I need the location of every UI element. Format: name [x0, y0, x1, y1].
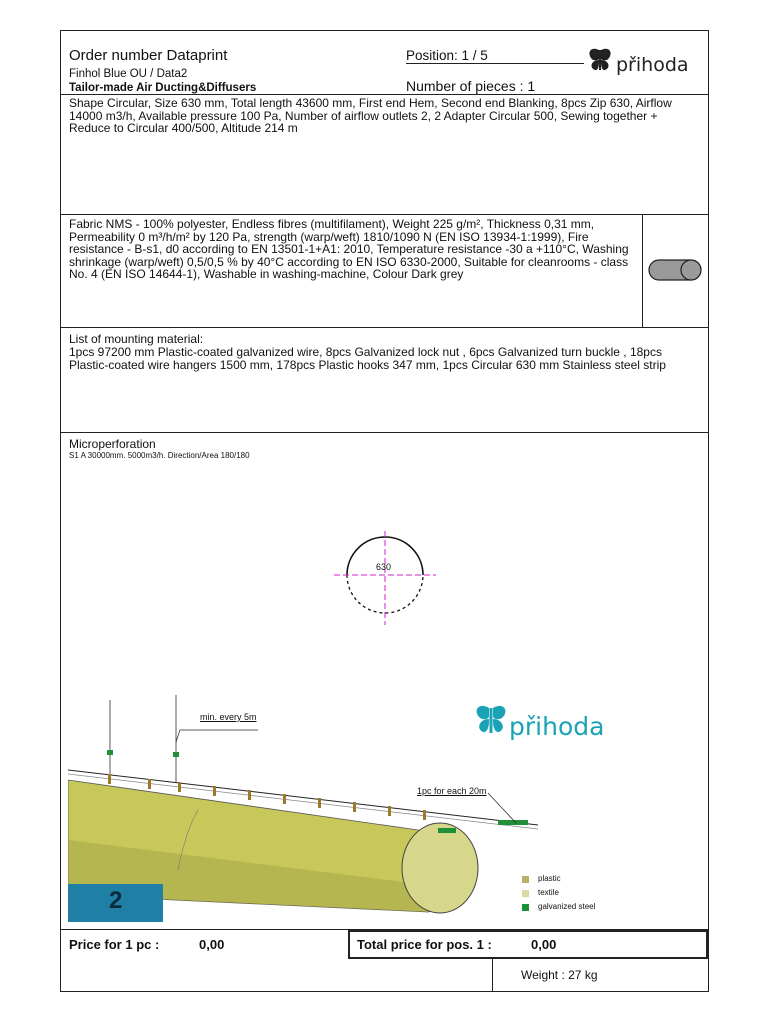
total-label: Total price for pos. 1 : — [357, 937, 492, 952]
legend-swatch-textile — [522, 890, 529, 897]
note-pc: 1pc for each 20m — [417, 786, 487, 796]
legend-label: plastic — [538, 874, 561, 883]
pieces: Number of pieces : 1 — [406, 78, 536, 94]
fabric-description: Fabric NMS - 100% polyester, Endless fibres (multifilament), Weight 225 g/m², Thickness 0,31 mm, Permeability 0 m³/h/m² by 120 Pa, strength (warp/weft) 1810/1090 N (EN ISO 13934-1:1999), Fire resistance - B-s1, d0 according to EN 13501-1+A1: 2010, Temperature resistance -30 a +110°C, Washing shrinkage (warp/weft) 0,5/0,5 % by 40°C according to EN ISO 6330-2000, Suitable for cleanrooms - class No. 4 (EN ISO 14644-1), Washable in washing-machine, Colour Dark grey — [69, 217, 629, 281]
diameter-label: 630 — [376, 562, 392, 572]
customer: Finhol Blue OU / Data2 — [69, 68, 188, 80]
weight: Weight : 27 kg — [521, 968, 598, 982]
price-label: Price for 1 pc : — [69, 937, 160, 952]
illustration-logo — [473, 700, 613, 746]
legend-label: galvanized steel — [538, 902, 596, 911]
illustration-number-box — [68, 884, 163, 922]
total-value: 0,00 — [531, 937, 557, 952]
note-hangers: min. every 5m — [200, 712, 257, 722]
mounting-title: List of mounting material: — [69, 332, 204, 346]
illustration-logo-text: přihoda — [509, 712, 605, 741]
divider — [60, 432, 709, 433]
header-underline — [406, 63, 584, 64]
shape-description: Shape Circular, Size 630 mm, Total length 43600 mm, First end Hem, Second end Blanking, 8pcs Zip 630, Airflow 14000 m3/h, Available pressure 100 Pa, Number of airflow outlets 2, 2 Adapter Circular 500, Sewing together + Reduce to Circular 400/500, Altitude 214 m — [69, 96, 672, 135]
mounting-illustration — [68, 690, 616, 922]
legend-swatch-steel — [522, 904, 529, 911]
illustration-number: 2 — [109, 887, 123, 914]
cross-section-diagram — [330, 525, 440, 635]
price-value: 0,00 — [199, 937, 225, 952]
butterfly-icon — [473, 700, 509, 740]
mounting-list: 1pcs 97200 mm Plastic-coated galvanized wire, 8pcs Galvanized lock nut , 6pcs Galvanized turn buckle , 18pcs Plastic-coated wire hangers 1500 mm, 178pcs Plastic hooks 347 mm, 1pcs Circular 630 mm Stainless steel strip — [69, 345, 666, 372]
product-line: Tailor-made Air Ducting&Diffusers — [69, 82, 257, 94]
divider — [60, 327, 709, 328]
micro-title: Microperforation — [69, 437, 156, 451]
legend-label: textile — [538, 888, 559, 897]
position: Position: 1 / 5 — [406, 48, 488, 63]
micro-detail: S1 A 30000mm. 5000m3/h. Direction/Area 180/180 — [69, 451, 250, 460]
legend-swatch-plastic — [522, 876, 529, 883]
duct-shape-icon — [648, 258, 704, 282]
header-logo — [585, 44, 695, 80]
header-logo-text: přihoda — [616, 54, 689, 76]
column-divider — [492, 959, 493, 992]
column-divider — [642, 214, 643, 327]
order-number: Order number Dataprint — [69, 47, 228, 64]
divider — [60, 214, 709, 215]
divider — [60, 94, 709, 95]
